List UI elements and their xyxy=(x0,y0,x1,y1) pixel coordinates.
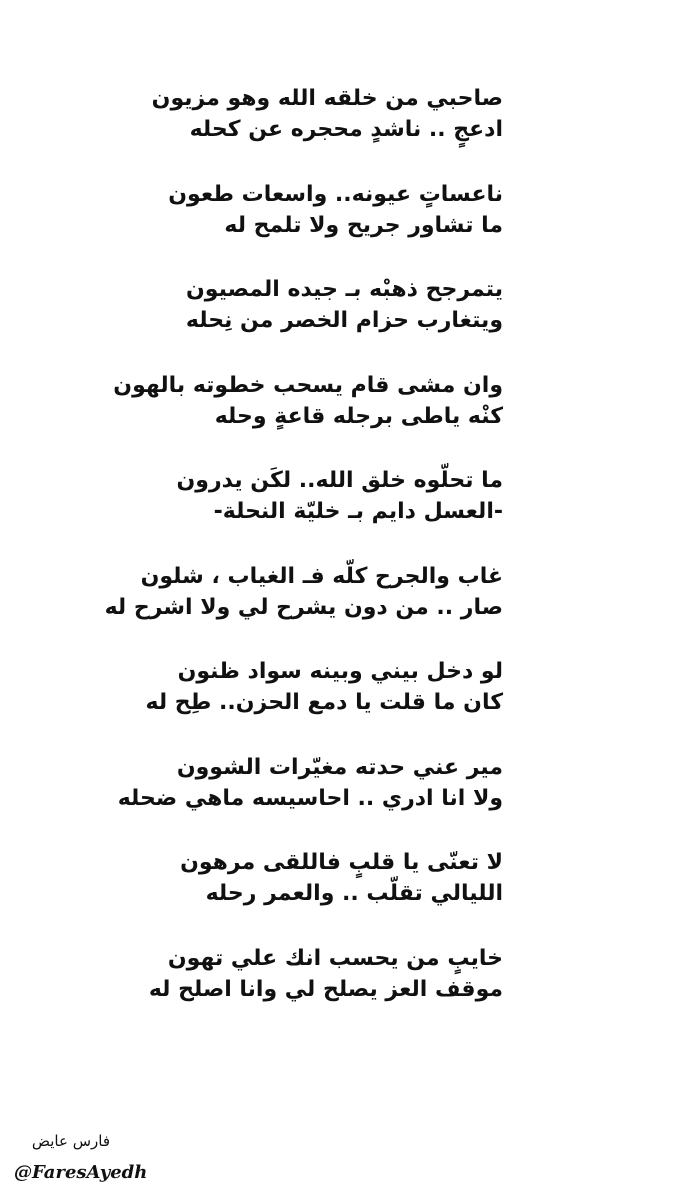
poem-line: الليالي تقلّب .. والعمر رحله xyxy=(205,881,503,906)
author-signature xyxy=(14,1130,264,1186)
poem xyxy=(0,84,675,1039)
poem-line: ما تشاور جريح ولا تلمح له xyxy=(224,212,503,238)
poem-line: ما تحلّوه خلق الله.. لكَن يدرون xyxy=(176,468,503,493)
poem-line: -العسل دايم بـ خليّة النحلة- xyxy=(213,499,503,524)
poem-line: وان مشى قام يسحب خطوته بالهون xyxy=(113,372,503,398)
poem-line: لا تعنّى يا قلبٍ فاللقى مرهون xyxy=(180,850,503,875)
poem-line: غاب والجرح كلّه فـ الغياب ، شلون xyxy=(140,563,503,589)
poem-line: ولا انا ادري .. احاسيسه ماهي ضحله xyxy=(117,785,503,811)
poem-line: صار .. من دون يشرح لي ولا اشرح له xyxy=(104,594,503,620)
stanza xyxy=(0,84,675,180)
stanza xyxy=(0,180,675,276)
poem-line: مير عني حدته مغيّرات الشوون xyxy=(176,754,503,780)
poem-line: كنْه ياطى برجله قاعةٍ وحله xyxy=(214,403,503,429)
stanza xyxy=(0,466,675,562)
author-name: فارس عايض xyxy=(31,1132,110,1150)
poem-line: موقف العز يصلح لي وانا اصلح له xyxy=(148,976,503,1002)
stanza xyxy=(0,657,675,753)
poem-line: ادعجٍ .. ناشدٍ محجره عن كحله xyxy=(189,117,503,142)
stanza xyxy=(0,562,675,658)
stanza xyxy=(0,944,675,1040)
poem-line: خايبٍ من يحسب انك علي تهون xyxy=(167,945,503,971)
stanza xyxy=(0,753,675,849)
author-handle: @FaresAyedh xyxy=(14,1162,148,1183)
stanza xyxy=(0,848,675,944)
poem-line: صاحبي من خلقه الله وهو مزيون xyxy=(151,86,503,111)
stanza xyxy=(0,371,675,467)
poem-line: لو دخل بيني وبينه سواد ظنون xyxy=(177,659,503,684)
poem-line: كان ما قلت يا دمع الحزن.. طِح له xyxy=(145,690,503,715)
poem-line: يتمرجح ذهبْه بـ جيده المصيون xyxy=(186,277,503,302)
stanza xyxy=(0,275,675,371)
poem-line: ويتغارب حزام الخصر من نِحله xyxy=(185,308,503,333)
poem-line: ناعساتٍ عيونه.. واسعات طعون xyxy=(168,181,503,207)
